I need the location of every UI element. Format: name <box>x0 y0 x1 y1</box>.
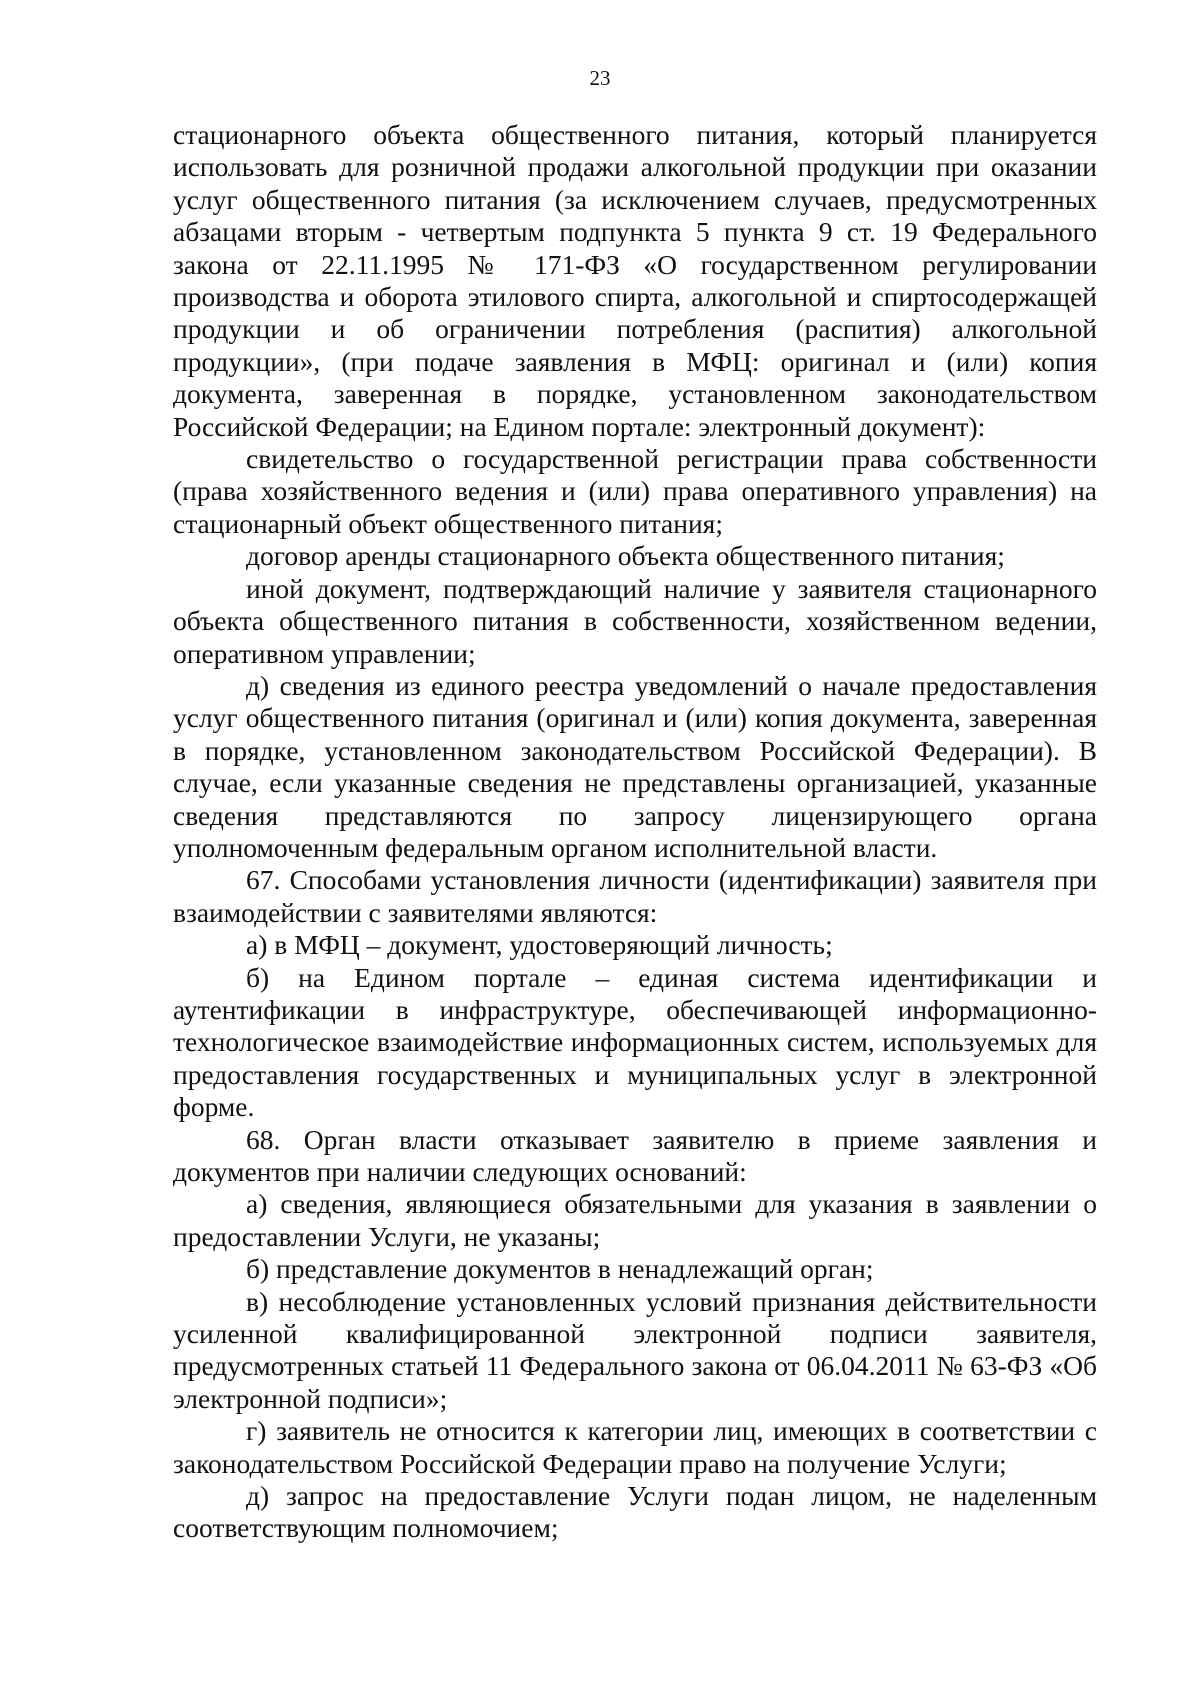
paragraph-67a-mfc: а) в МФЦ – документ, удостоверяющий личность; <box>246 929 833 961</box>
paragraph-68v: в) несоблюдение установленных условий признания действительности усиленной квалифицированной электронной подписи заявителя, предусмотренных статьей 11 Федерального закона от 06.04.2011 № 63-ФЗ «Об электронной подписи»; <box>173 1285 1097 1414</box>
paragraph-68b: б) представление документов в ненадлежащий орган; <box>246 1253 874 1285</box>
paragraph-68g: г) заявитель не относится к категории лиц, имеющих в соответствии с законодательством Российской Федерации право на получение Услуги; <box>173 1415 1097 1479</box>
paragraph-ownership-certificate: свидетельство о государственной регистрации права собственности (права хозяйственного ведения и (или) права оперативного управления) на стационарный объект общественного питания; <box>173 443 1097 539</box>
paragraph-68-refusal: 68. Орган власти отказывает заявителю в приеме заявления и документов при наличии следующих оснований: <box>173 1123 1097 1187</box>
paragraph-continuation: стационарного объекта общественного питания, который планируется использовать для розничной продажи алкогольной продукции при оказании услуг общественного питания (за исключением случаев, предусмотренных абзацами вторым - четвертым подпункта 5 пункта 9 ст. 19 Федерального закона от 22.11.1995 № 171-ФЗ «О государственном регулировании производства и оборота этилового спирта, алкогольной и спиртосодержащей продукции и об ограничении потребления (распития) алкогольной продукции», (при подаче заявления в МФЦ: оригинал и (или) копия документа, заверенная в порядке, установленном законодательством Российской Федерации; на Едином портале: электронный документ): <box>173 119 1097 442</box>
paragraph-68a: а) сведения, являющиеся обязательными для указания в заявлении о предоставлении Услуги, не указаны; <box>173 1188 1097 1252</box>
paragraph-67b-portal: б) на Едином портале – единая система идентификации и аутентификации в инфраструктуре, обеспечивающей информационно-технологическое взаимодействие информационных систем, используемых для предоставления государственных и муниципальных услуг в электронной форме. <box>173 961 1097 1123</box>
paragraph-lease-agreement: договор аренды стационарного объекта общественного питания; <box>246 540 1005 572</box>
document-body <box>173 119 1097 1545</box>
paragraph-68d: д) запрос на предоставление Услуги подан лицом, не наделенным соответствующим полномочием; <box>173 1480 1097 1544</box>
paragraph-other-document: иной документ, подтверждающий наличие у заявителя стационарного объекта общественного питания в собственности, хозяйственном ведении, оперативном управлении; <box>173 572 1097 669</box>
paragraph-67-identification: 67. Способами установления личности (идентификации) заявителя при взаимодействии с заявителями являются: <box>173 864 1097 928</box>
paragraph-item-d-registry: д) сведения из единого реестра уведомлений о начале предоставления услуг общественного питания (оригинал и (или) копия документа, заверенная в порядке, установленном законодательством Российской Федерации). В случае, если указанные сведения не представлены организацией, указанные сведения представляются по запросу лицензирующего органа уполномоченным федеральным органом исполнительной власти. <box>173 669 1097 863</box>
page-number: 23 <box>589 66 611 90</box>
